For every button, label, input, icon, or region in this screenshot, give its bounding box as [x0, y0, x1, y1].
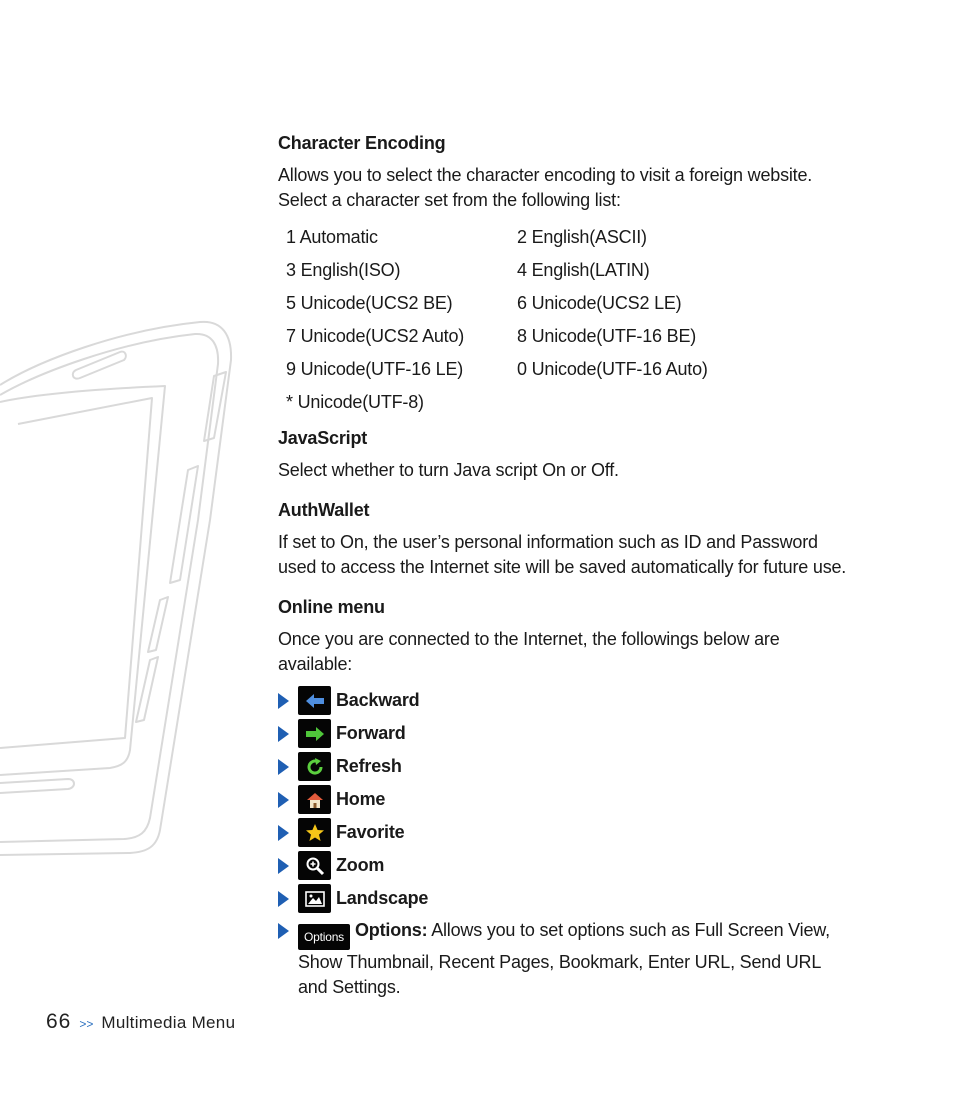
encoding-option: 9 Unicode(UTF-16 LE) — [286, 359, 464, 379]
authwallet-description: If set to On, the user’s personal information such as ID and Password used to access the Internet site will be saved automatically for future use. — [278, 532, 847, 577]
list-item — [278, 918, 853, 1000]
forward-arrow-icon — [298, 719, 331, 748]
menu-item-label: Home — [336, 789, 386, 809]
encoding-option: 0 Unicode(UTF-16 Auto) — [517, 359, 708, 379]
star-icon — [298, 818, 331, 847]
phone-outline-illustration — [0, 0, 260, 870]
character-encoding-heading: Character Encoding — [278, 133, 446, 153]
bullet-triangle-icon — [278, 891, 289, 907]
online-menu-heading: Online menu — [278, 597, 385, 617]
home-icon — [298, 785, 331, 814]
menu-item-label: Refresh — [336, 756, 402, 776]
breadcrumb-separator: >> — [79, 1017, 94, 1031]
list-item — [278, 684, 853, 717]
bullet-triangle-icon — [278, 726, 289, 742]
encoding-option: 6 Unicode(UCS2 LE) — [517, 293, 682, 313]
encoding-option: 5 Unicode(UCS2 BE) — [286, 293, 453, 313]
list-item — [278, 849, 853, 882]
list-item — [278, 816, 853, 849]
page-footer — [46, 1010, 235, 1034]
menu-item-label: Forward — [336, 723, 406, 743]
refresh-icon — [298, 752, 331, 781]
authwallet-heading: AuthWallet — [278, 500, 370, 520]
bullet-triangle-icon — [278, 759, 289, 775]
options-icon: Options — [298, 924, 350, 950]
encoding-option: 4 English(LATIN) — [517, 260, 650, 280]
zoom-icon — [298, 851, 331, 880]
list-item — [278, 882, 853, 915]
javascript-description: Select whether to turn Java script On or Off. — [278, 460, 619, 480]
page-number: 66 — [46, 1010, 72, 1033]
character-encoding-list — [286, 221, 853, 419]
encoding-option: 2 English(ASCII) — [517, 227, 647, 247]
options-description — [298, 918, 848, 1000]
main-content — [278, 130, 853, 1000]
encoding-option: 7 Unicode(UCS2 Auto) — [286, 326, 465, 346]
encoding-option: 8 Unicode(UTF-16 BE) — [517, 326, 697, 346]
encoding-option: 1 Automatic — [286, 227, 378, 247]
list-item — [278, 750, 853, 783]
list-item — [278, 783, 853, 816]
encoding-option: * Unicode(UTF-8) — [286, 392, 424, 412]
menu-item-label: Backward — [336, 690, 420, 710]
javascript-heading: JavaScript — [278, 428, 368, 448]
menu-item-label: Favorite — [336, 822, 405, 842]
online-menu-list — [278, 684, 853, 1000]
bullet-triangle-icon — [278, 825, 289, 841]
list-item — [278, 717, 853, 750]
character-encoding-description: Allows you to select the character encoding to visit a foreign website. Select a character set from the following list: — [278, 165, 813, 210]
landscape-icon — [298, 884, 331, 913]
options-text: Allows you to set options such as Full Screen View, Show Thumbnail, Recent Pages, Bookmark, Enter URL, Send URL and Settings. — [298, 920, 830, 997]
bullet-triangle-icon — [278, 792, 289, 808]
bullet-triangle-icon — [278, 693, 289, 709]
menu-item-label: Zoom — [336, 855, 385, 875]
encoding-option: 3 English(ISO) — [286, 260, 401, 280]
back-arrow-icon — [298, 686, 331, 715]
options-label: Options: — [355, 920, 428, 940]
bullet-triangle-icon — [278, 923, 289, 939]
online-menu-description: Once you are connected to the Internet, the followings below are available: — [278, 629, 780, 674]
menu-item-label: Landscape — [336, 888, 429, 908]
footer-section-title: Multimedia Menu — [101, 1013, 236, 1032]
bullet-triangle-icon — [278, 858, 289, 874]
